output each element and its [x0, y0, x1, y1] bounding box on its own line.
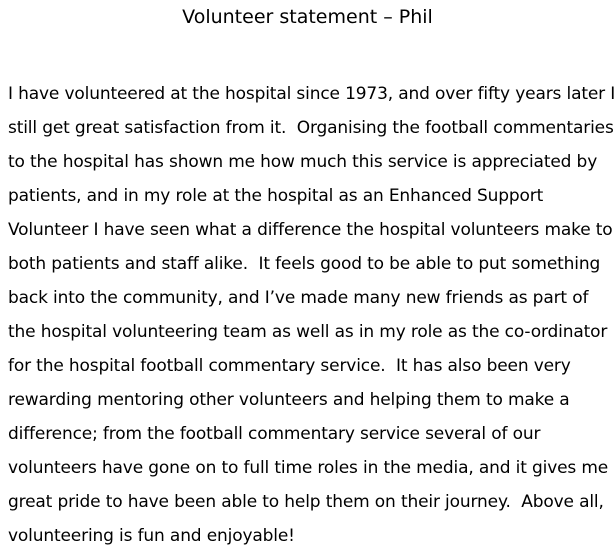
- paragraph-line: difference; from the football commentary service several of our: [8, 424, 541, 444]
- statement-paragraph: [8, 77, 613, 553]
- paragraph-line: rewarding mentoring other volunteers and helping them to make a: [8, 390, 570, 410]
- paragraph-line: to the hospital has shown me how much this service is appreciated by: [8, 152, 598, 172]
- paragraph-line: great pride to have been able to help them on their journey. Above all,: [8, 492, 604, 512]
- paragraph-line: back into the community, and I’ve made many new friends as part of: [8, 288, 589, 308]
- document-title: Volunteer statement – Phil: [182, 6, 433, 28]
- paragraph-line: still get great satisfaction from it. Organising the football commentaries: [8, 118, 614, 138]
- paragraph-line: both patients and staff alike. It feels good to be able to put something: [8, 254, 601, 274]
- paragraph-line: volunteering is fun and enjoyable!: [8, 526, 295, 546]
- paragraph-line: the hospital volunteering team as well as in my role as the co-ordinator: [8, 322, 608, 342]
- paragraph-line: patients, and in my role at the hospital as an Enhanced Support: [8, 186, 544, 206]
- paragraph-line: for the hospital football commentary service. It has also been very: [8, 356, 571, 376]
- paragraph-line: volunteers have gone on to full time roles in the media, and it gives me: [8, 458, 609, 478]
- paragraph-line: Volunteer I have seen what a difference the hospital volunteers make to: [8, 220, 613, 240]
- paragraph-line: I have volunteered at the hospital since 1973, and over fifty years later I: [8, 84, 615, 104]
